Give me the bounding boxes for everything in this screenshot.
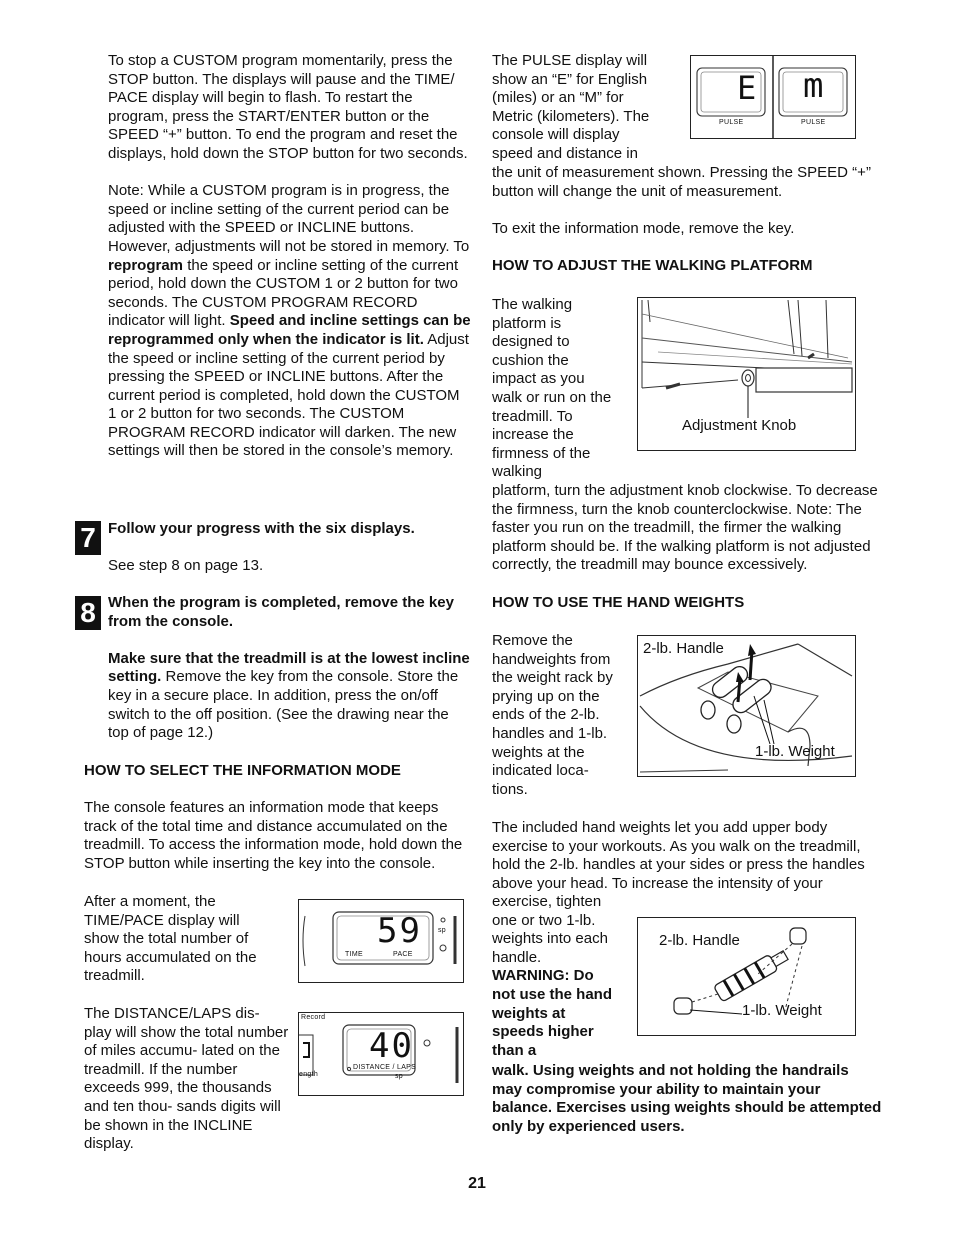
assembly-weight-label: 1-lb. Weight [742,1002,822,1019]
pace-label: PACE [393,951,413,958]
platform-heading: HOW TO ADJUST THE WALKING PLATFORM [492,256,813,274]
info-time-text: After a moment, the TIME/PACE display will show the total number of hours accumulated on the treadmill. [84,893,257,985]
exit-info-text: To exit the information mode, remove the key. [492,219,795,237]
platform-figure [637,297,856,451]
info-distance-text: The DISTANCE/LAPS dis- play will show the total number of miles accumu- lated on the treadmill. If the number exceeds 999, the thousands and ten thou- sands digits will be shown in the INCLINE display. [84,1005,289,1153]
step-7-title: Follow your progress with the six displays. [108,520,415,537]
weights-usage-narrow-wrap [492,893,614,1060]
distance-display-digits: 40 [369,1026,414,1066]
info-mode-paragraph: The console features an information mode that keeps track of the total time and distance accumulated on the treadmill. To access the information mode, hold down the STOP button while inserting the key into the console. [84,799,463,872]
pulse-paragraph-cont: the unit of measurement shown. Pressing the SPEED “+” button will change the unit of measurement. [492,164,871,200]
distance-unit-label: sp [395,1073,403,1080]
time-display-figure [298,899,464,983]
note-bold-warning: Speed and incline settings can be reprogrammed only when the indicator is lit. [108,312,471,348]
info-mode-section [84,762,472,874]
assembly-handle-label: 2-lb. Handle [659,932,740,949]
info-mode-heading: HOW TO SELECT THE INFORMATION MODE [84,762,401,779]
rack-weight-label: 1-lb. Weight [755,743,835,760]
adjustment-knob-label: Adjustment Knob [682,417,797,434]
custom-note-paragraph [108,182,472,461]
weights-removal-paragraph: Remove the handweights from the weight rack by prying up on the ends of the 2-lb. handles and 1-lb. weights at the indicated loca- tions. [492,632,613,798]
page-number: 21 [468,1175,486,1192]
note-bold-reprogram: reprogram [108,256,184,274]
weights-warning-a: WARNING: Do not use the hand weights at speeds higher than a [492,967,612,1059]
rack-handle-label: 2-lb. Handle [643,640,724,657]
distance-display-figure [298,1012,464,1096]
step-8-title: When the program is completed, remove the key from the console. [108,594,454,630]
pulse-paragraph-wrap [492,52,652,164]
step-7-text: See step 8 on page 13. [108,557,264,575]
time-label: TIME [345,951,363,958]
weight-assembly-figure [637,917,856,1036]
step-7-number: 7 [75,521,101,555]
weights-usage-narrow: exercise, tighten one or two 1-lb. weights into each handle. WARNING: Do not use the hand weights at speeds higher than a [492,893,612,1059]
weights-usage-wrap [492,819,882,893]
step-8 [108,594,472,743]
pulse-label-right: PULSE [801,119,826,126]
pulse-display-figure [690,55,856,139]
distance-laps-label: DISTANCE / LAPS [353,1064,417,1071]
weights-warning-wrap [492,1062,882,1136]
step-8-body: Remove the key from the console. Store the key in a secure place. In addition, press the on/off switch to the off position. (See the drawing near the top of page 12.) [108,668,459,742]
weights-heading: HOW TO USE THE HAND WEIGHTS [492,593,745,611]
record-label: Record [301,1014,326,1021]
note-text-b: the speed or incline setting of the current period, hold down the CUSTOM 1 or 2 button for two seconds. The CUSTOM PROGRAM RECORD indicator will light. [108,256,459,330]
step-7 [108,520,472,576]
pulse-right-char: m [803,66,824,106]
time-unit-label: sp [438,927,446,934]
time-display-digits: 59 [377,911,422,951]
weights-usage-first-lines: The included hand weights let you add upper body exercise to your workouts. As you walk on the treadmill, hold the 2-lb. handles at your sides or press the handles above your head. To increase the intensity of your [492,819,865,892]
step-8-text [108,650,472,743]
platform-continuation-wrap [492,482,882,612]
custom-stop-paragraph: To stop a CUSTOM program momentarily, press the STOP button. The displays will pause and the TIME/ PACE display will begin to flash. To restart the program, press the START/ENTER button or the SPEED “+” button. To end the program and reset the displays, hold down the STOP button for two seconds. [108,52,468,162]
left-column [108,52,472,461]
weights-warning-b: walk. Using weights and not holding the handrails may compromise your ability to maintain your balance. Exercises using weights should be attempted only by experienced users. [492,1062,882,1135]
pulse-paragraph: The PULSE display will show an “E” for English (miles) or an “M” for Metric (kilometers). The console will display speed and distance in [492,52,650,162]
pulse-display-drawing [691,56,855,138]
info-time-paragraph [84,893,276,986]
platform-paragraph-cont: platform, turn the adjustment knob clockwise. To decrease the firmness, turn the knob counterclockwise. Note: The faster you run on the treadmill, the firmer the walking platform should be. If the walking platform is not adjusted correctly, the treadmill may bounce excessively. [492,482,878,574]
info-distance-paragraph [84,1005,289,1154]
platform-paragraph-wrap [492,296,614,482]
pulse-left-char: E [737,69,757,107]
weight-rack-figure [637,635,856,777]
step-8-bold: Make sure that the treadmill is at the lowest incline setting. [108,649,470,686]
weights-removal-wrap [492,632,620,799]
step-8-number: 8 [75,596,101,630]
pulse-continuation-wrap [492,164,876,276]
pulse-label-left: PULSE [719,119,744,126]
note-text-c: Adjust the speed or incline setting of the current period by pressing the SPEED or INCLINE buttons. After the current period is completed, hold down the CUSTOM 1 or 2 button for two seconds. The CUSTOM PROGRAM RECORD indicator will darken. The new settings will then be stored in the console’s memory. [108,330,469,460]
distance-side-label: ength [299,1071,319,1078]
platform-paragraph: The walking platform is designed to cushion the impact as you walk or run on the treadmill. To increase the firmness of the walking [492,296,612,481]
note-text-a: Note: While a CUSTOM program is in progress, the speed or incline setting of the current period can be adjusted with the SPEED or INCLINE buttons. However, adjustments will not be stored in memory. To [108,182,470,255]
